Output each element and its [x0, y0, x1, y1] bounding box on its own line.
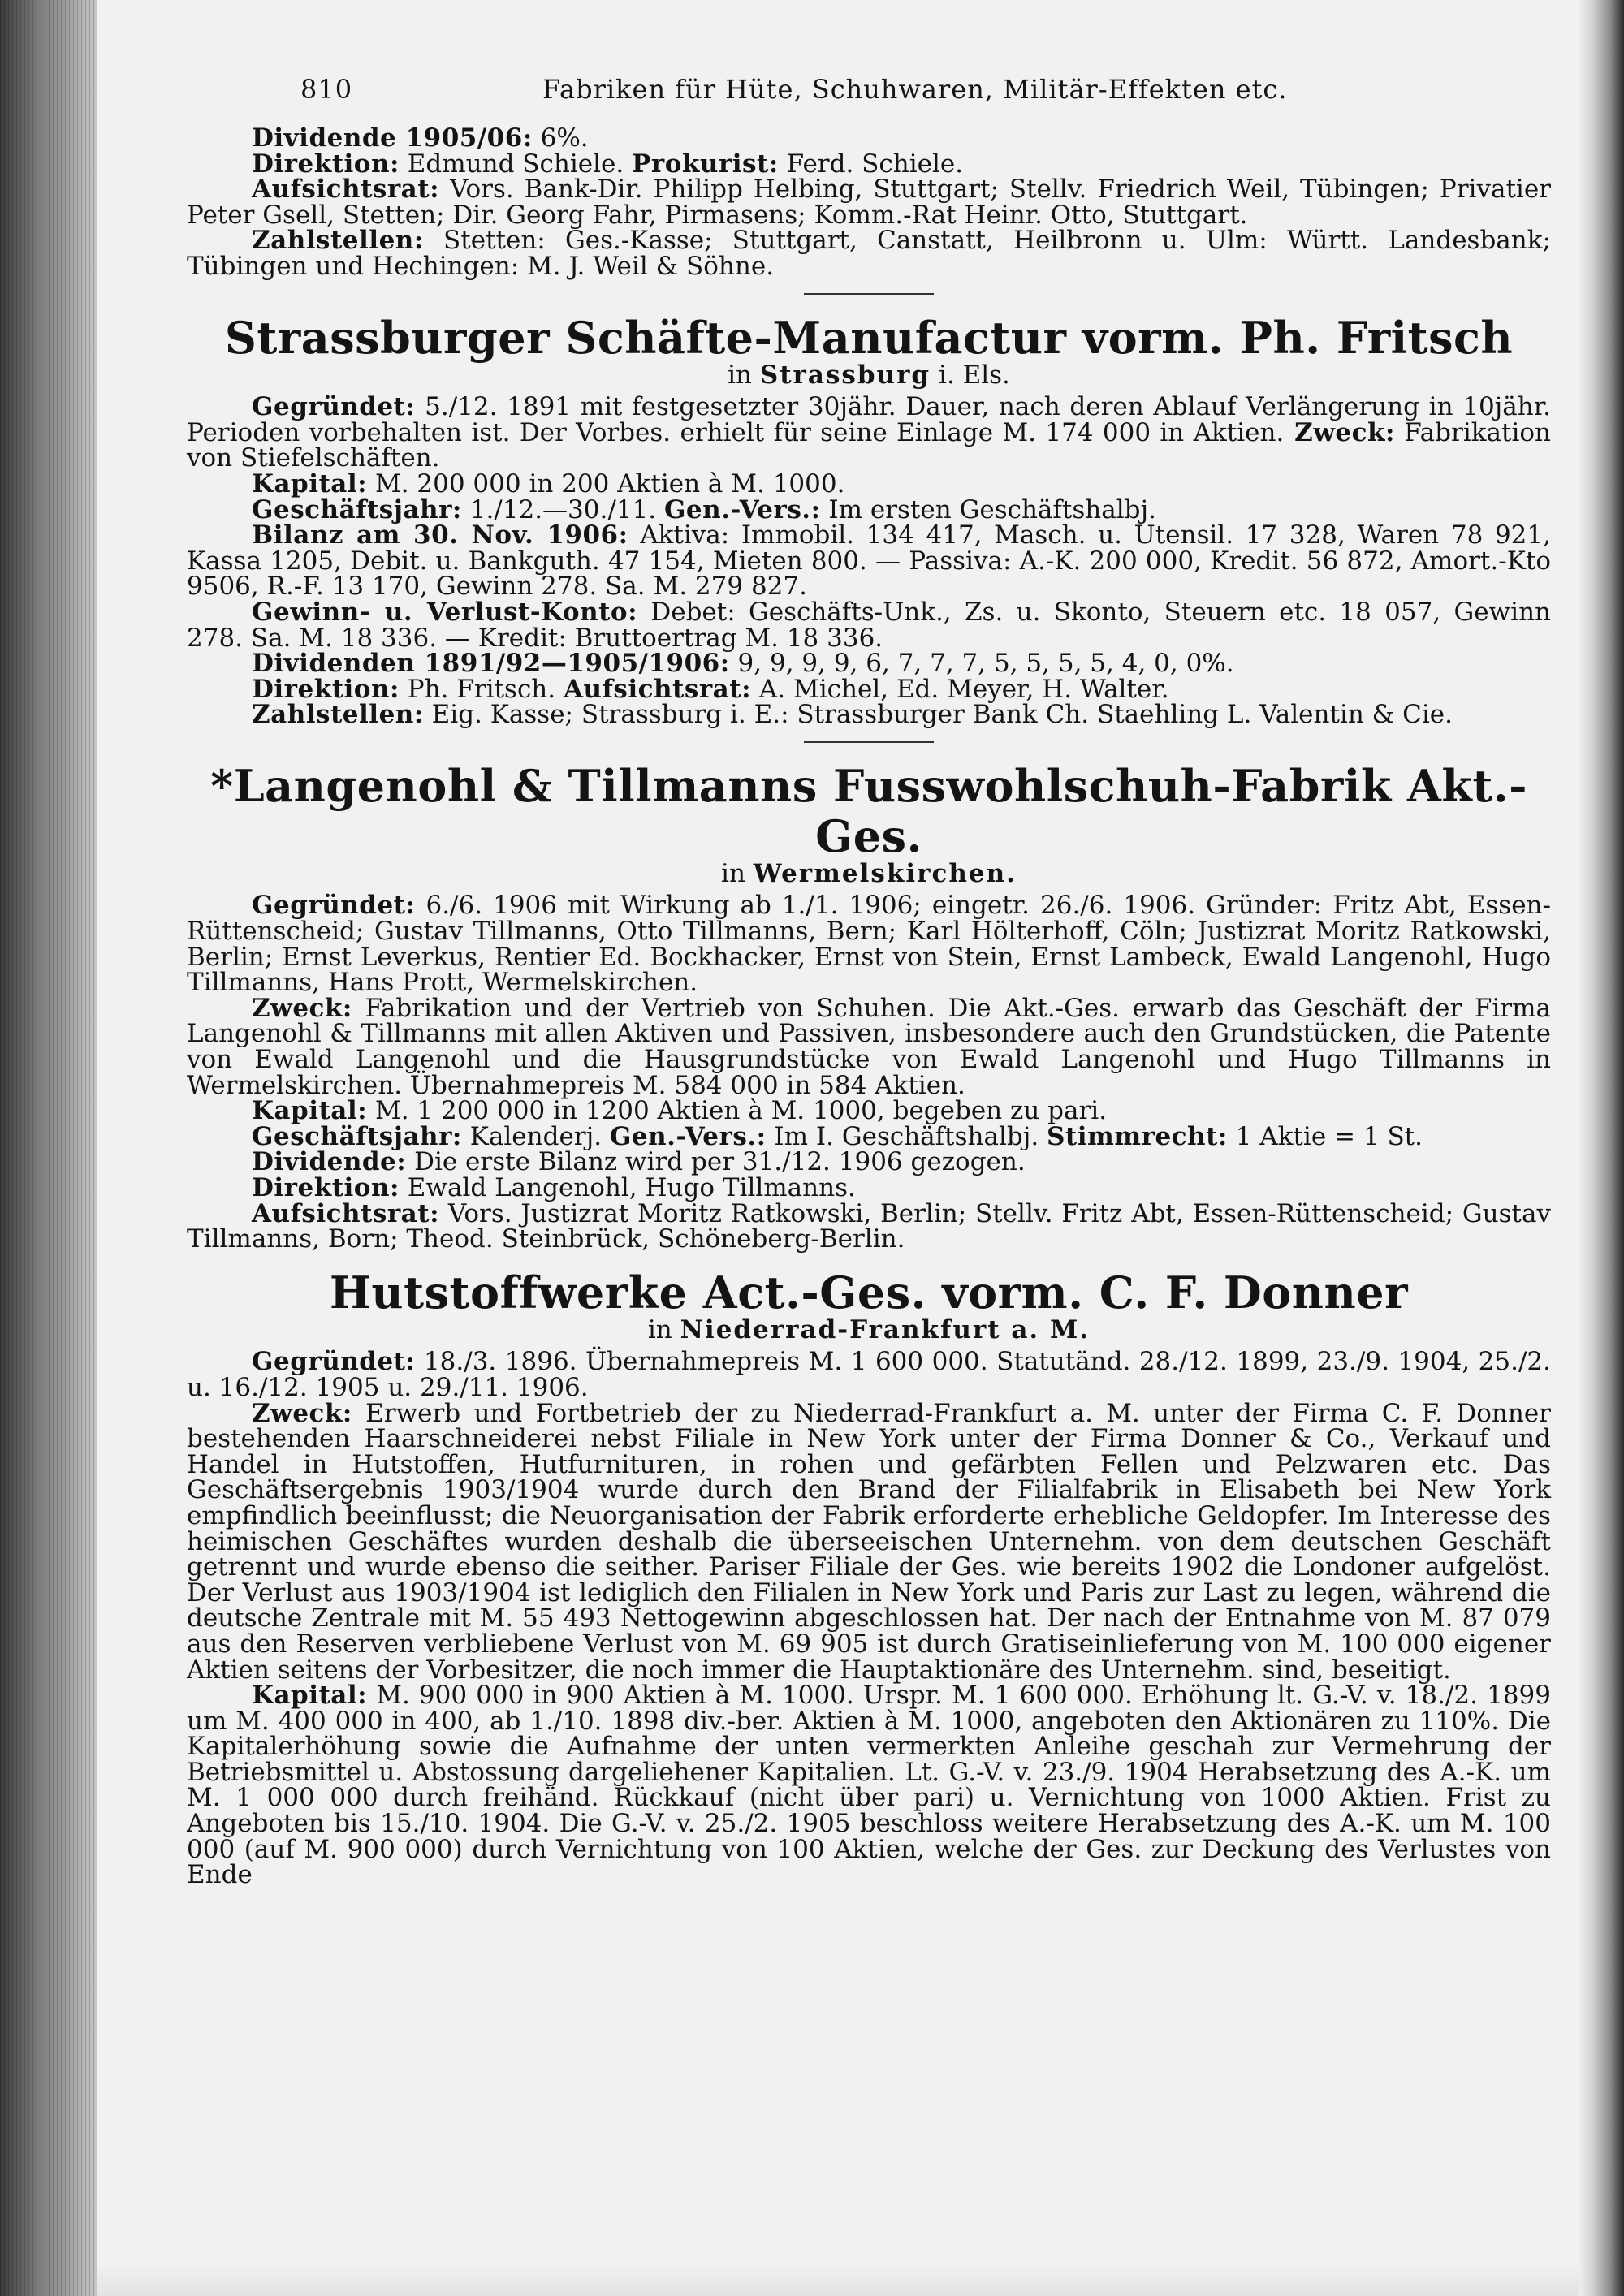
company-city: in Strassburg i. Els. [728, 360, 1010, 390]
company-title: *Langenohl & Tillmanns Fusswohlschuh-Fabrik Akt.-Ges. [209, 759, 1528, 862]
running-title: Fabriken für Hüte, Schuhwaren, Militär-Effekten etc. [542, 74, 1288, 105]
page-bottom-shade [97, 2264, 1579, 2296]
entry-paragraph: Direktion: Ewald Langenohl, Hugo Tillmanns. [252, 1173, 856, 1202]
page-content [187, 74, 1552, 1890]
company-entry [187, 1267, 1551, 1888]
spacer [187, 1253, 1551, 1262]
prev-entry [187, 123, 1551, 281]
company-entry [187, 761, 1551, 1253]
company-city: in Niederrad-Frankfurt a. M. [647, 1314, 1091, 1344]
entry-paragraph: Kapital: M. 900 000 in 900 Aktien à M. 1000. Urspr. M. 1 600 000. Erhöhung lt. G.-V. v. 18./2. 1899 um M. 400 000 in 400, ab 1./10. 1898 div.-ber. Aktien à M. 1000, angeboten den Aktionären zu 110%. Die Kapitalerhöhung sowie die Aufnahme der unten vermerkten Anleihe geschah zur Vermehrung der Betriebsmittel u. Abstossung dargeliehener Kapitalien. Lt. G.-V. v. 23./9. 1904 Herabsetzung des A.-K. um M. 1 000 000 durch freihänd. Rückkauf (nicht über pari) u. Vernichtung von 1000 Aktien. Frist zu Angeboten bis 15./10. 1904. Die G.-V. v. 25./2. 1905 beschloss weitere Herabsetzung des A.-K. um M. 100 000 (auf M. 900 000) durch Vernichtung von 100 Aktien, welche der Ges. zur Deckung des Verlustes von Ende [187, 1681, 1551, 1890]
company-city: in Wermelskirchen. [721, 858, 1017, 888]
entry-paragraph: Zweck: Fabrikation und der Vertrieb von Schuhen. Die Akt.-Ges. erwarb das Geschäft der Firma Langenohl & Tillmanns mit allen Aktiven und Passiven, insbesondere auch den Grundstücken, die Patente von Ewald Langenohl und die Hausgrundstücke von Ewald Langenohl und Hugo Tillmanns in Wermelskirchen. Übernahmepreis M. 584 000 in 584 Aktien. [187, 993, 1551, 1100]
page-stack-edges [0, 0, 97, 2296]
running-header [187, 74, 1551, 126]
entry-paragraph: Geschäftsjahr: Kalenderj. Gen.-Vers.: Im I. Geschäftshalbj. Stimmrecht: 1 Aktie = 1 St. [252, 1121, 1423, 1151]
entry-paragraph: Kapital: M. 200 000 in 200 Aktien à M. 1000. [252, 468, 845, 498]
prev-zahlstellen: Zahlstellen: Stetten: Ges.-Kasse; Stuttgart, Canstatt, Heilbronn u. Ulm: Württ. Landesbank; Tübingen und Hechingen: M. J. Weil & Söhne. [187, 226, 1551, 281]
page-number: 810 [300, 74, 353, 105]
entry-paragraph: Gegründet: 18./3. 1896. Übernahmepreis M. 1 600 000. Statutänd. 28./12. 1899, 23./9. 1904, 25./2. u. 16./12. 1905 u. 29./11. 1906. [187, 1347, 1551, 1402]
company-title: Hutstoffwerke Act.-Ges. vorm. C. F. Donner [329, 1266, 1409, 1318]
company-title: Strassburger Schäfte-Manufactur vorm. Ph. Fritsch [224, 311, 1514, 364]
entry-paragraph: Bilanz am 30. Nov. 1906: Aktiva: Immobil. 134 417, Masch. u. Utensil. 17 328, Waren 78 921, Kassa 1205, Debit. u. Bankguth. 47 154, Mieten 800. — Passiva: A.-K. 200 000, Kredit. 56 872, Amort.-Kto 9506, R.-F. 13 170, Gewinn 278. Sa. M. 279 827. [187, 520, 1551, 602]
prev-direktion: Direktion: Edmund Schiele. Prokurist: Ferd. Schiele. [252, 149, 964, 179]
entry-paragraph: Gewinn- u. Verlust-Konto: Debet: Geschäfts-Unk., Zs. u. Skonto, Steuern etc. 18 057, Gewinn 278. Sa. M. 18 336. — Kredit: Bruttoertrag M. 18 336. [187, 597, 1551, 653]
entry-paragraph: Gegründet: 5./12. 1891 mit festgesetzter 30jähr. Dauer, nach deren Ablauf Verlängerung in 10jähr. Perioden vorbehalten ist. Der Vorbes. erhielt für seine Einlage M. 174 000 in Aktien. Zweck: Fabrikation von Stiefelschäften. [187, 392, 1552, 473]
entry-paragraph: Geschäftsjahr: 1./12.—30./11. Gen.-Vers.: Im ersten Geschäftshalbj. [252, 494, 1156, 524]
company-entry [187, 313, 1551, 728]
entry-paragraph: Dividende: Die erste Bilanz wird per 31./12. 1906 gezogen. [252, 1147, 1026, 1177]
section-separator [804, 293, 934, 295]
prev-aufsichtsrat: Aufsichtsrat: Vors. Bank-Dir. Philipp Helbing, Stuttgart; Stellv. Friedrich Weil, Tübingen; Privatier Peter Gsell, Stetten; Dir. Georg Fahr, Pirmasens; Komm.-Rat Heinr. Otto, Stuttgart. [187, 175, 1551, 230]
section-separator [804, 741, 934, 743]
entry-paragraph: Dividenden 1891/92—1905/1906: 9, 9, 9, 9, 6, 7, 7, 7, 5, 5, 5, 5, 4, 0, 0%. [252, 649, 1234, 679]
entry-paragraph: Direktion: Ph. Fritsch. Aufsichtsrat: A. Michel, Ed. Meyer, H. Walter. [252, 674, 1169, 704]
entry-paragraph: Aufsichtsrat: Vors. Justizrat Moritz Ratkowski, Berlin; Stellv. Fritz Abt, Essen-Rüttenscheid; Gustav Tillmanns, Born; Theod. Steinbrück, Schöneberg-Berlin. [187, 1198, 1551, 1254]
entry-paragraph: Zahlstellen: Eig. Kasse; Strassburg i. E.: Strassburger Bank Ch. Staehling L. Valentin & Cie. [252, 700, 1453, 730]
entry-paragraph: Zweck: Erwerb und Fortbetrieb der zu Niederrad-Frankfurt a. M. unter der Firma C. F. Donner bestehenden Haarschneiderei nebst Filiale in New York unter der Firma Donner & Co., Verkauf und Handel in Hutstoffen, Hutfurnituren, in rohen und gefärbten Fellen und Pelzwaren etc. Das Geschäftsergebnis 1903/1904 wurde durch den Brand der Filialfabrik in Elisabeth bei New York empfindlich beeinflusst; die Neuorganisation der Fabrik erforderte erhebliche Geldopfer. Im Interesse des heimischen Geschäftes wurden deshalb die überseeischen Unternehm. von dem deutschen Geschäft getrennt und wurde ebenso die seither. Pariser Filiale der Ges. wie bereits 1902 die Londoner aufgelöst. Der Verlust aus 1903/1904 ist lediglich den Filialen in New York und Paris zur Last zu legen, während die deutsche Zentrale mit M. 55 493 Nettogewinn abgeschlossen hat. Der nach der Entnahme von M. 87 079 aus den Reserven verbliebene Verlust von M. 69 905 ist durch Gratiseinlieferung von M. 100 000 eigener Aktien seitens der Vorbesitzer, die noch immer die Hauptaktionäre des Unternehm. sind, beseitigt. [187, 1398, 1551, 1685]
entry-paragraph: Kapital: M. 1 200 000 in 1200 Aktien à M. 1000, begeben zu pari. [252, 1096, 1108, 1126]
page-right-edge-shadow [1579, 0, 1624, 2296]
entry-paragraph: Gegründet: 6./6. 1906 mit Wirkung ab 1./1. 1906; eingetr. 26./6. 1906. Gründer: Fritz Abt, Essen-Rüttenscheid; Gustav Tillmanns, Otto Tillmanns, Bern; Karl Hölterhoff, Cöln; Justizrat Moritz Ratkowski, Berlin; Ernst Leverkus, Rentier Ed. Bockhacker, Ernst von Stein, Ernst Lambeck, Ewald Langenohl, Hugo Tillmanns, Hans Prott, Wermelskirchen. [187, 891, 1551, 998]
prev-dividende: Dividende 1905/06: 6%. [252, 123, 589, 153]
